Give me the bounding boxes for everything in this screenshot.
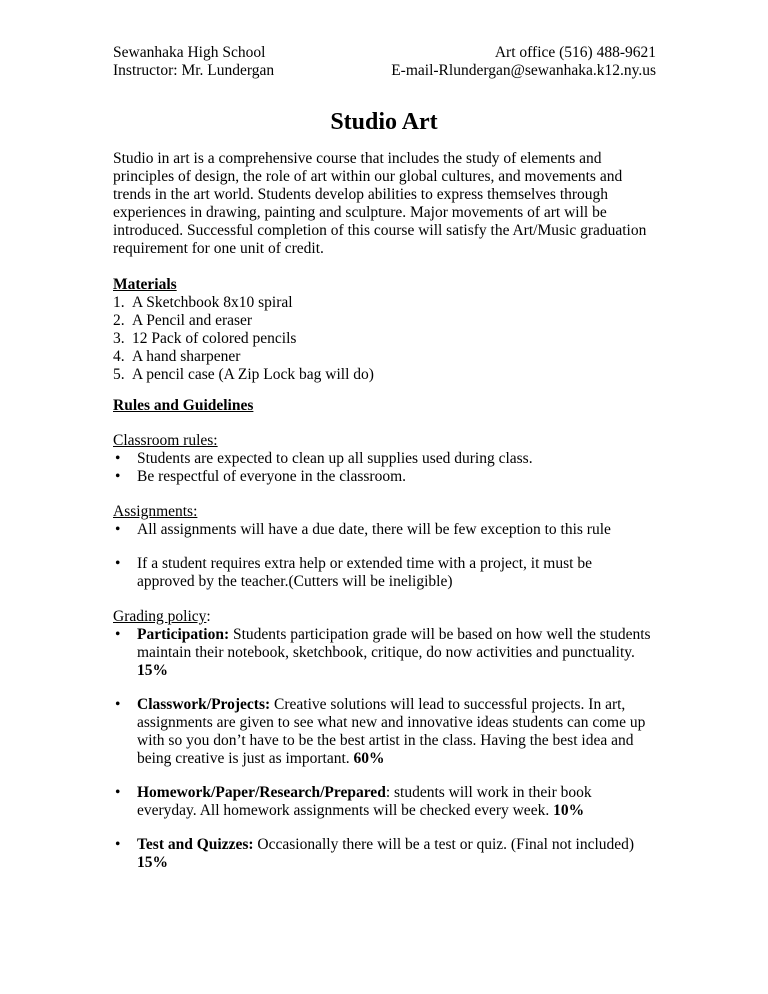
list-item: • Homework/Paper/Research/Prepared: students will work in their book everyday. All homework assignments will be checked every week. 10% xyxy=(115,784,592,819)
assignments-list xyxy=(113,521,653,591)
materials-list xyxy=(113,294,653,384)
list-item: • If a student requires extra help or extended time with a project, it must be approved by the teacher.(Cutters will be ineligible) xyxy=(115,555,592,590)
header-right xyxy=(391,44,656,80)
bullet-icon: • xyxy=(115,521,121,538)
classroom-rules-label: Classroom rules: xyxy=(113,432,218,449)
list-item: 4. A hand sharpener xyxy=(113,348,241,365)
page-title: Studio Art xyxy=(330,109,438,135)
list-item: 5. A pencil case (A Zip Lock bag will do) xyxy=(113,366,374,383)
list-item: • Be respectful of everyone in the classroom. xyxy=(115,468,407,485)
instructor-name: Instructor: Mr. Lundergan xyxy=(113,62,275,79)
header-left xyxy=(113,44,274,80)
list-item: • All assignments will have a due date, there will be few exception to this rule xyxy=(115,521,611,538)
bullet-icon: • xyxy=(115,555,121,572)
intro-paragraph: Studio in art is a comprehensive course that includes the study of elements and principles of design, the role of art within our global cultures, and movements and trends in the art world. Students develop abilities to express themselves through experiences in drawing, painting and sculpture. Major movements of art will be introduced. Successful completion of this course will satisfy the Art/Music graduation requirement for one unit of credit. xyxy=(113,150,647,257)
bullet-icon: • xyxy=(115,696,121,713)
list-item: • Participation: Students participation grade will be based on how well the students maintain their notebook, sketchbook, critique, do now activities and punctuality. 15% xyxy=(115,626,651,679)
email-address: E-mail-Rlundergan@sewanhaka.k12.ny.us xyxy=(391,62,656,79)
bullet-icon: • xyxy=(115,836,121,853)
materials-heading: Materials xyxy=(113,276,177,293)
list-item: 2. A Pencil and eraser xyxy=(113,312,253,329)
list-item: 3. 12 Pack of colored pencils xyxy=(113,330,297,347)
bullet-icon: • xyxy=(115,468,121,485)
list-item: • Students are expected to clean up all supplies used during class. xyxy=(115,450,533,467)
grading-policy-label: Grading policy: xyxy=(113,608,211,625)
list-item: • Test and Quizzes: Occasionally there will be a test or quiz. (Final not included) 15% xyxy=(115,836,635,871)
document-body xyxy=(113,150,653,872)
office-phone: Art office (516) 488-9621 xyxy=(494,44,656,61)
bullet-icon: • xyxy=(115,626,121,643)
grading-list xyxy=(113,626,653,872)
list-item: • Classwork/Projects: Creative solutions will lead to successful projects. In art, assignments are given to see what new and innovative ideas students can come up with so you don’t have to be the best artist in the class. Having the best idea and being creative is just as important. 60% xyxy=(115,696,646,767)
bullet-icon: • xyxy=(115,784,121,801)
rules-heading: Rules and Guidelines xyxy=(113,397,254,414)
list-item: 1. A Sketchbook 8x10 spiral xyxy=(113,294,293,311)
school-name: Sewanhaka High School xyxy=(113,44,266,61)
assignments-label: Assignments: xyxy=(113,503,198,520)
bullet-icon: • xyxy=(115,450,121,467)
classroom-rules-list xyxy=(113,450,653,486)
